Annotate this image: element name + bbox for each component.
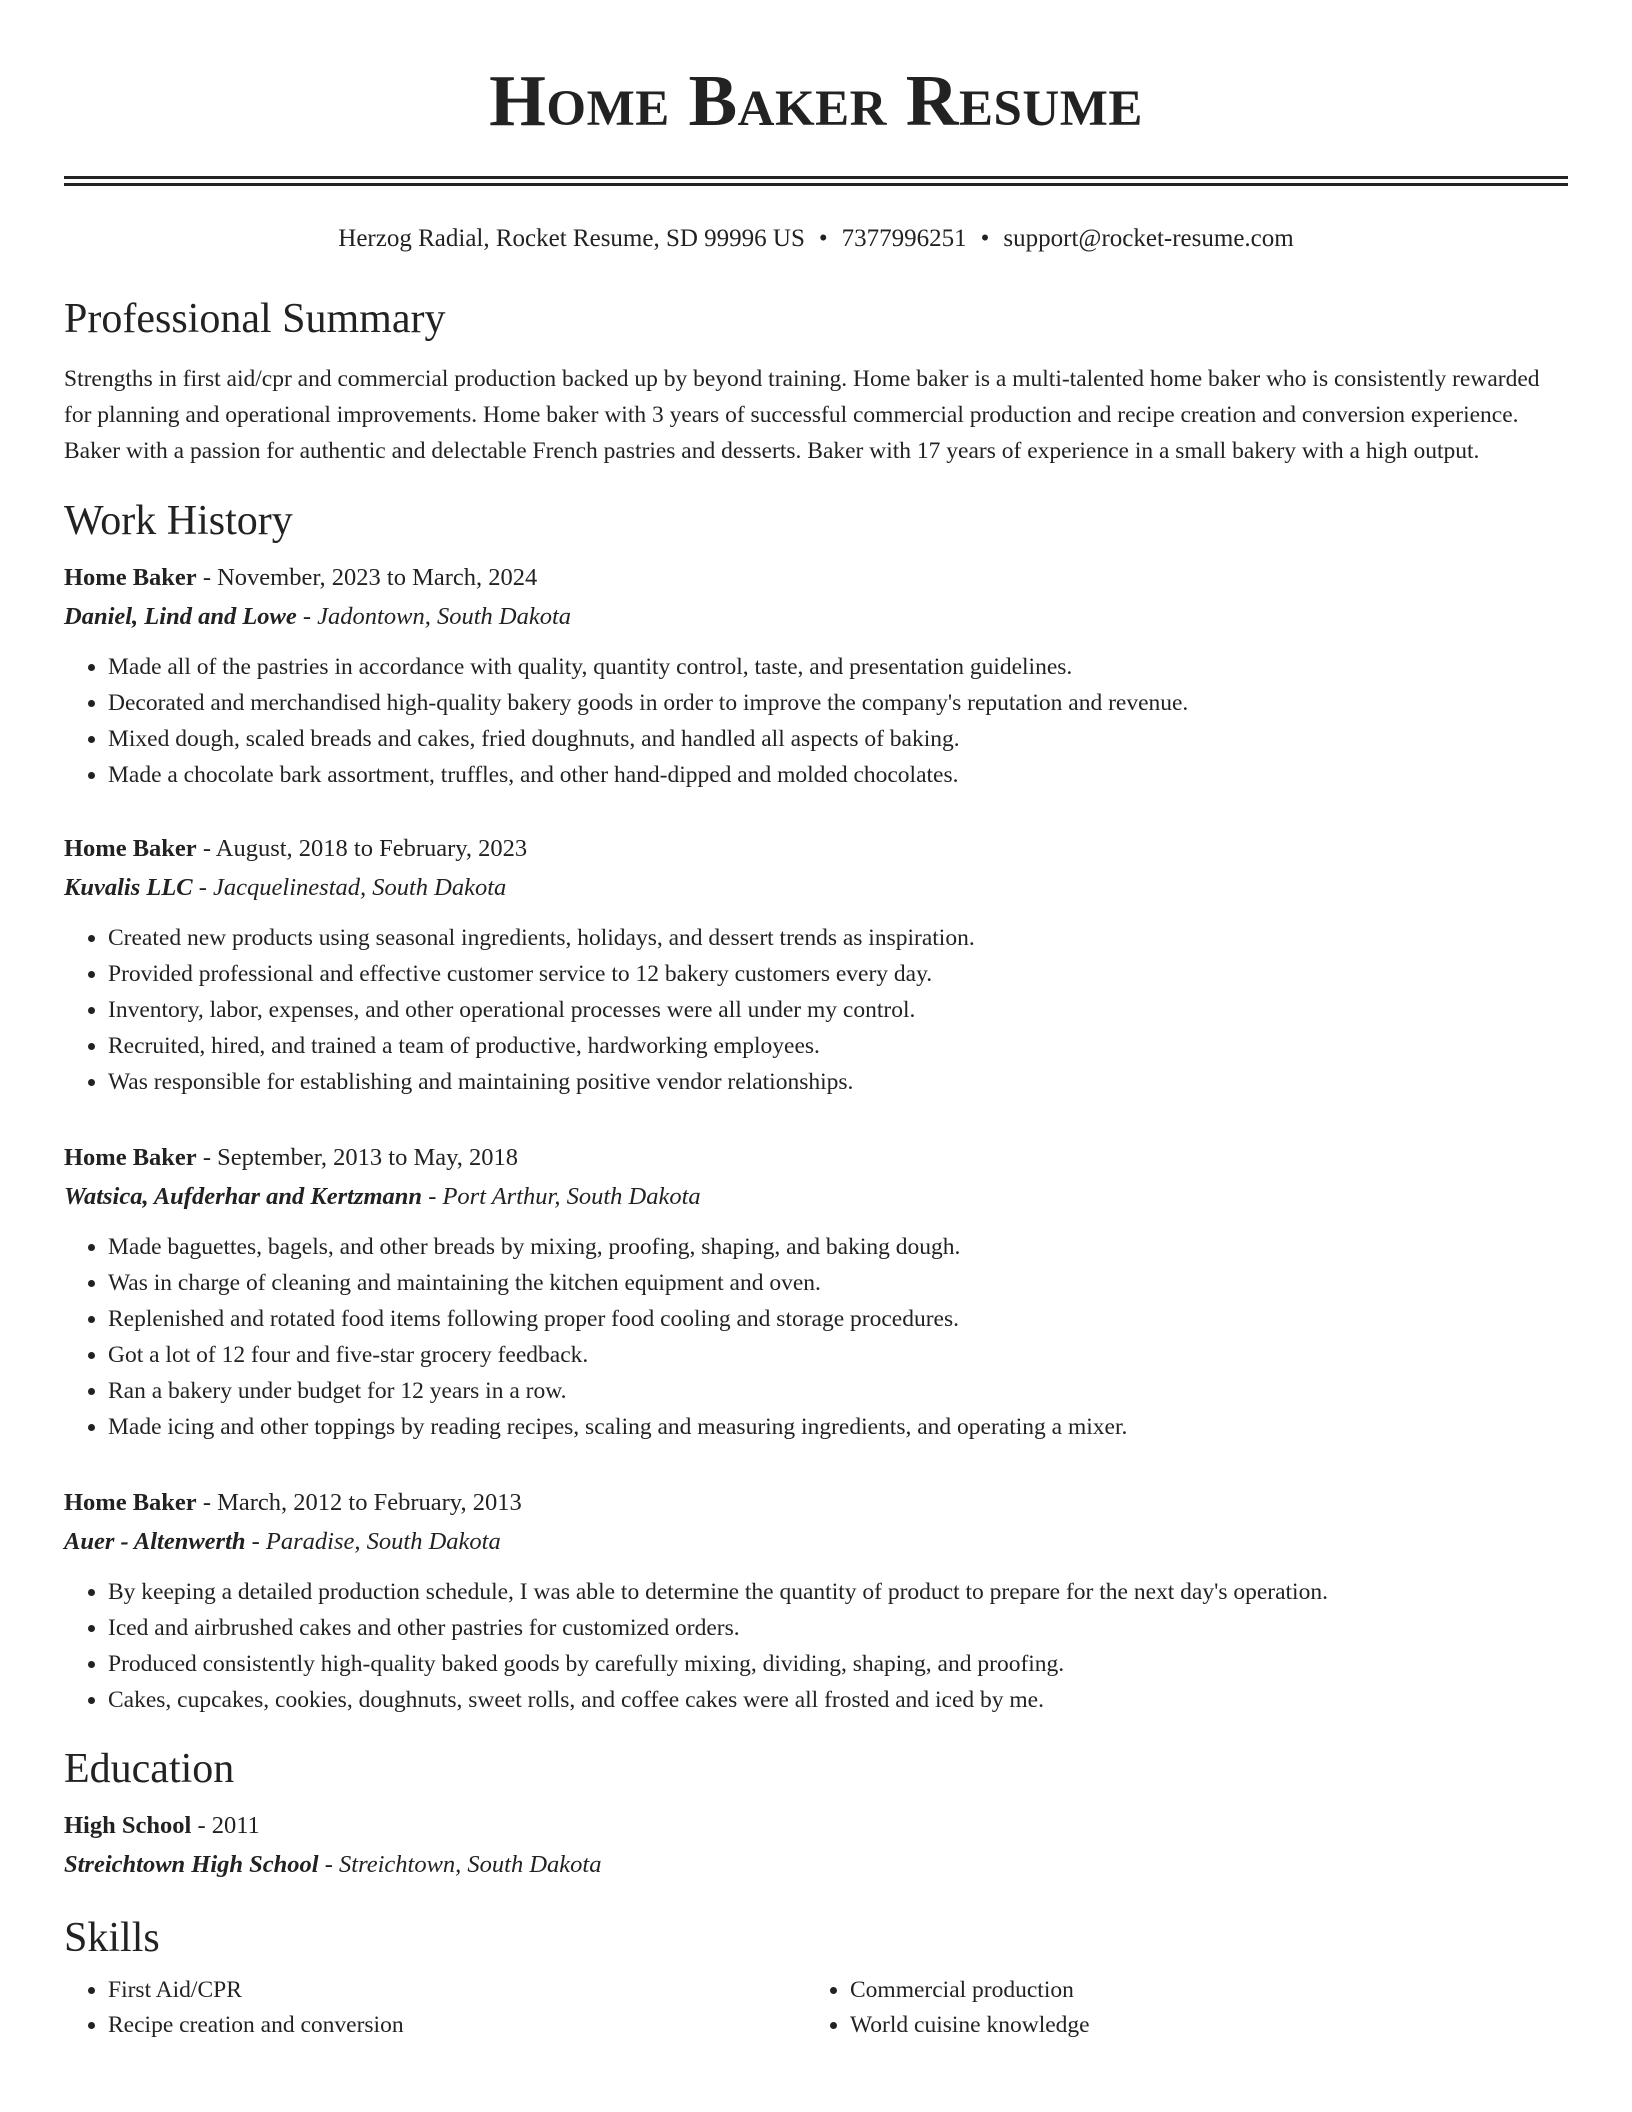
job-role: Home Baker xyxy=(64,1144,197,1171)
job-title-line xyxy=(64,560,1568,596)
job-bullet-list xyxy=(64,649,1568,793)
job-bullet: • Made a chocolate bark assortment, truffles, and other hand-dipped and molded chocolates. xyxy=(108,757,1568,793)
contact-address: Herzog Radial, Rocket Resume, SD 99996 US xyxy=(338,225,805,252)
job-role: Home Baker xyxy=(64,564,197,591)
job-bullet: • Was in charge of cleaning and maintaining the kitchen equipment and oven. xyxy=(108,1265,1568,1301)
skill-item: • World cuisine knowledge xyxy=(850,2008,1548,2043)
job-bullet: • Cakes, cupcakes, cookies, doughnuts, sweet rolls, and coffee cakes were all frosted and iced by me. xyxy=(108,1682,1568,1718)
job-bullet: • Iced and airbrushed cakes and other pastries for customized orders. xyxy=(108,1610,1568,1646)
job-bullet: • Got a lot of 12 four and five-star grocery feedback. xyxy=(108,1337,1568,1373)
title-double-rule xyxy=(64,176,1568,186)
summary-text: Strengths in first aid/cpr and commercial production backed up by beyond training. Home baker is a multi-talented home baker who is consistently rewarded for planning and operational improvements. Home baker with 3 years of successful commercial production and recipe creation and conversion experience. Baker with a passion for authentic and delectable French pastries and desserts. Baker with 17 years of experience in a small bakery with a high output. xyxy=(64,366,1540,464)
skills-left-column xyxy=(64,1973,806,2043)
job-dates: - November, 2023 to March, 2024 xyxy=(196,564,538,591)
job-entry xyxy=(64,1140,1568,1445)
job-bullet: • Made icing and other toppings by reading recipes, scaling and measuring ingredients, and operating a mixer. xyxy=(108,1409,1568,1445)
job-bullet: • Made baguettes, bagels, and other breads by mixing, proofing, shaping, and baking dough. xyxy=(108,1229,1568,1265)
job-bullet-list xyxy=(64,920,1568,1100)
job-dates: - August, 2018 to February, 2023 xyxy=(196,835,528,862)
job-entry xyxy=(64,1485,1568,1718)
work-history-heading: Work History xyxy=(64,498,293,544)
education-degree-line xyxy=(64,1808,1568,1844)
skills-grid xyxy=(64,1973,1568,2043)
job-dates: - March, 2012 to February, 2013 xyxy=(196,1489,522,1516)
job-company: Kuvalis LLC xyxy=(64,874,193,901)
job-entry xyxy=(64,831,1568,1100)
education-heading: Education xyxy=(64,1746,235,1792)
job-bullet-list xyxy=(64,1229,1568,1445)
resume-title: Home Baker Resume xyxy=(489,60,1143,141)
job-bullet: • Replenished and rotated food items following proper food cooling and storage procedures. xyxy=(108,1301,1568,1337)
job-bullet: • Produced consistently high-quality baked goods by carefully mixing, dividing, shaping, and proofing. xyxy=(108,1646,1568,1682)
job-company: Watsica, Aufderhar and Kertzmann xyxy=(64,1183,423,1210)
education-location: - Streichtown, South Dakota xyxy=(318,1851,602,1878)
job-location: - Jacquelinestad, South Dakota xyxy=(192,874,507,901)
job-title-line xyxy=(64,1485,1568,1521)
contact-line xyxy=(64,224,1568,254)
job-company-line xyxy=(64,1524,1568,1560)
job-company-line xyxy=(64,1179,1568,1215)
skills-heading: Skills xyxy=(64,1915,160,1961)
job-bullet: • Recruited, hired, and trained a team of productive, hardworking employees. xyxy=(108,1028,1568,1064)
job-bullet: • Mixed dough, scaled breads and cakes, fried doughnuts, and handled all aspects of baking. xyxy=(108,721,1568,757)
job-bullet: • Inventory, labor, expenses, and other operational processes were all under my control. xyxy=(108,992,1568,1028)
job-bullet: • Created new products using seasonal ingredients, holidays, and dessert trends as inspiration. xyxy=(108,920,1568,956)
job-location: - Port Arthur, South Dakota xyxy=(422,1183,701,1210)
job-company-line xyxy=(64,599,1568,635)
job-bullet: • Decorated and merchandised high-quality bakery goods in order to improve the company's reputation and revenue. xyxy=(108,685,1568,721)
job-title-line xyxy=(64,1140,1568,1176)
education-school-line xyxy=(64,1847,1568,1883)
job-bullet: • By keeping a detailed production schedule, I was able to determine the quantity of product to prepare for the next day's operation. xyxy=(108,1574,1568,1610)
job-bullet-list xyxy=(64,1574,1568,1718)
education-school: Streichtown High School xyxy=(64,1851,319,1878)
job-bullet: • Provided professional and effective customer service to 12 bakery customers every day. xyxy=(108,956,1568,992)
job-bullet: • Was responsible for establishing and maintaining positive vendor relationships. xyxy=(108,1064,1568,1100)
skill-item: • Commercial production xyxy=(850,1973,1548,2008)
job-dates: - September, 2013 to May, 2018 xyxy=(196,1144,519,1171)
job-entry xyxy=(64,560,1568,793)
job-role: Home Baker xyxy=(64,835,197,862)
job-company-line xyxy=(64,870,1568,906)
job-location: - Paradise, South Dakota xyxy=(245,1528,501,1555)
skills-right-column xyxy=(806,1973,1548,2043)
job-company: Daniel, Lind and Lowe xyxy=(64,603,297,630)
work-history-list xyxy=(64,560,1568,1718)
job-role: Home Baker xyxy=(64,1489,197,1516)
education-degree: High School xyxy=(64,1812,192,1839)
contact-separator: • xyxy=(980,225,990,252)
contact-phone: 7377996251 xyxy=(841,225,967,252)
contact-email: support@rocket-resume.com xyxy=(1003,225,1294,252)
job-bullet: • Ran a bakery under budget for 12 years in a row. xyxy=(108,1373,1568,1409)
contact-separator: • xyxy=(818,225,828,252)
education-year: - 2011 xyxy=(191,1812,260,1839)
skill-item: • First Aid/CPR xyxy=(108,1973,806,2008)
job-company: Auer - Altenwerth xyxy=(64,1528,246,1555)
summary-heading: Professional Summary xyxy=(64,296,446,342)
job-bullet: • Made all of the pastries in accordance with quality, quantity control, taste, and presentation guidelines. xyxy=(108,649,1568,685)
job-title-line xyxy=(64,831,1568,867)
skill-item: • Recipe creation and conversion xyxy=(108,2008,806,2043)
job-location: - Jadontown, South Dakota xyxy=(296,603,572,630)
